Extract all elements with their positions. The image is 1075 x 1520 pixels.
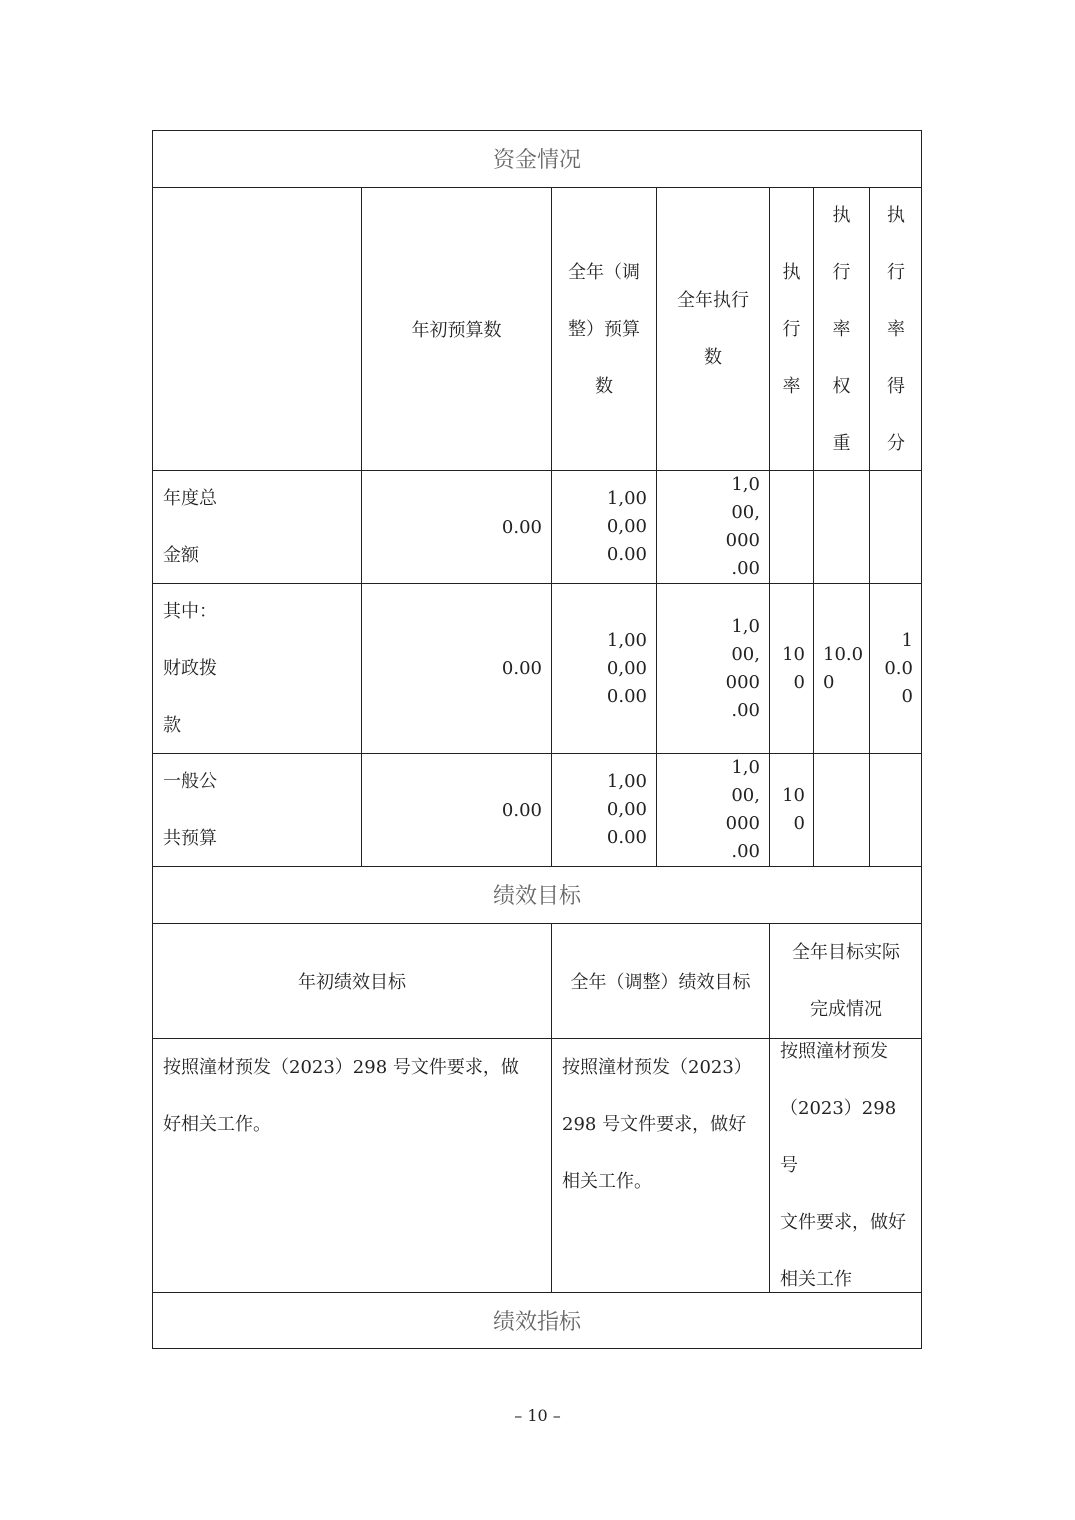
header-adjusted-budget: 全年（调 整）预算 数: [568, 261, 640, 397]
header-rate-weight-char: 重: [832, 432, 851, 454]
section-title-funds: 资金情况: [492, 148, 581, 173]
header-rate-char: 行: [782, 318, 801, 340]
goal-actual-text: 按照潼材预发 （2023）298 号 文件要求，做好 相关工作: [780, 1041, 906, 1290]
header-executed: 全年执行 数: [677, 290, 749, 368]
row-label: 其中： 财政拨 款: [163, 601, 217, 736]
header-rate-weight-char: 权: [832, 375, 851, 397]
header-rate-score-char: 行: [887, 261, 905, 283]
header-rate-score: [870, 188, 922, 470]
header-rate-char: 执: [782, 261, 801, 283]
header-rate-weight-char: 执: [832, 204, 851, 226]
row-label: 年度总 金额: [163, 488, 217, 566]
header-adjusted-goal: 全年（调整）绩效目标: [570, 972, 751, 993]
cell-rate: [770, 471, 813, 583]
header-rate-weight: [814, 188, 869, 470]
cell-weight: 10.0 0: [823, 643, 864, 693]
cell-rate: 10 0: [782, 785, 805, 834]
cell-executed: 1,0 00, 000 .00: [725, 757, 760, 862]
cell-score: [870, 471, 922, 583]
cell-adjusted: 1,00 0,00 0.00: [606, 629, 647, 707]
section-title-goals: 绩效目标: [492, 884, 581, 909]
header-actual-completion: 全年目标实际 完成情况: [792, 942, 900, 1020]
section-title-indicators: 绩效指标: [492, 1310, 581, 1335]
header-rate-score-char: 分: [887, 432, 905, 454]
cell-initial: 0.00: [501, 516, 542, 538]
header-initial-budget: 年初预算数: [411, 320, 502, 341]
header-initial-goal: 年初绩效目标: [298, 972, 406, 993]
header-rate-score-char: 得: [887, 375, 905, 397]
cell-score: [870, 754, 922, 866]
header-rate-weight-char: 率: [832, 318, 851, 340]
cell-executed: 1,0 00, 000 .00: [725, 615, 760, 721]
cell-executed: 1,0 00, 000 .00: [725, 474, 760, 579]
header-rate: [770, 188, 813, 470]
page-number: – 10 –: [514, 1406, 561, 1425]
header-rate-score-char: 执: [887, 204, 905, 226]
cell-adjusted: 1,00 0,00 0.00: [606, 488, 647, 565]
cell-rate: 10 0: [782, 643, 805, 693]
cell-initial: 0.00: [501, 658, 542, 679]
header-rate-score-char: 率: [887, 318, 905, 340]
row-label: 一般公 共预算: [163, 771, 217, 849]
cell-score: 1 0.0 0: [884, 629, 913, 707]
cell-initial: 0.00: [501, 799, 542, 821]
header-rate-char: 率: [782, 375, 801, 397]
cell-adjusted: 1,00 0,00 0.00: [606, 771, 647, 848]
cell-weight: [814, 471, 869, 583]
goal-adjusted-text: 按照潼材预发（2023） 298 号文件要求，做好 相关工作。: [562, 1057, 752, 1192]
cell-weight: [814, 754, 869, 866]
header-rate-weight-char: 行: [832, 261, 851, 283]
goal-initial-text: 按照潼材预发（2023）298 号文件要求，做 好相关工作。: [163, 1057, 519, 1135]
